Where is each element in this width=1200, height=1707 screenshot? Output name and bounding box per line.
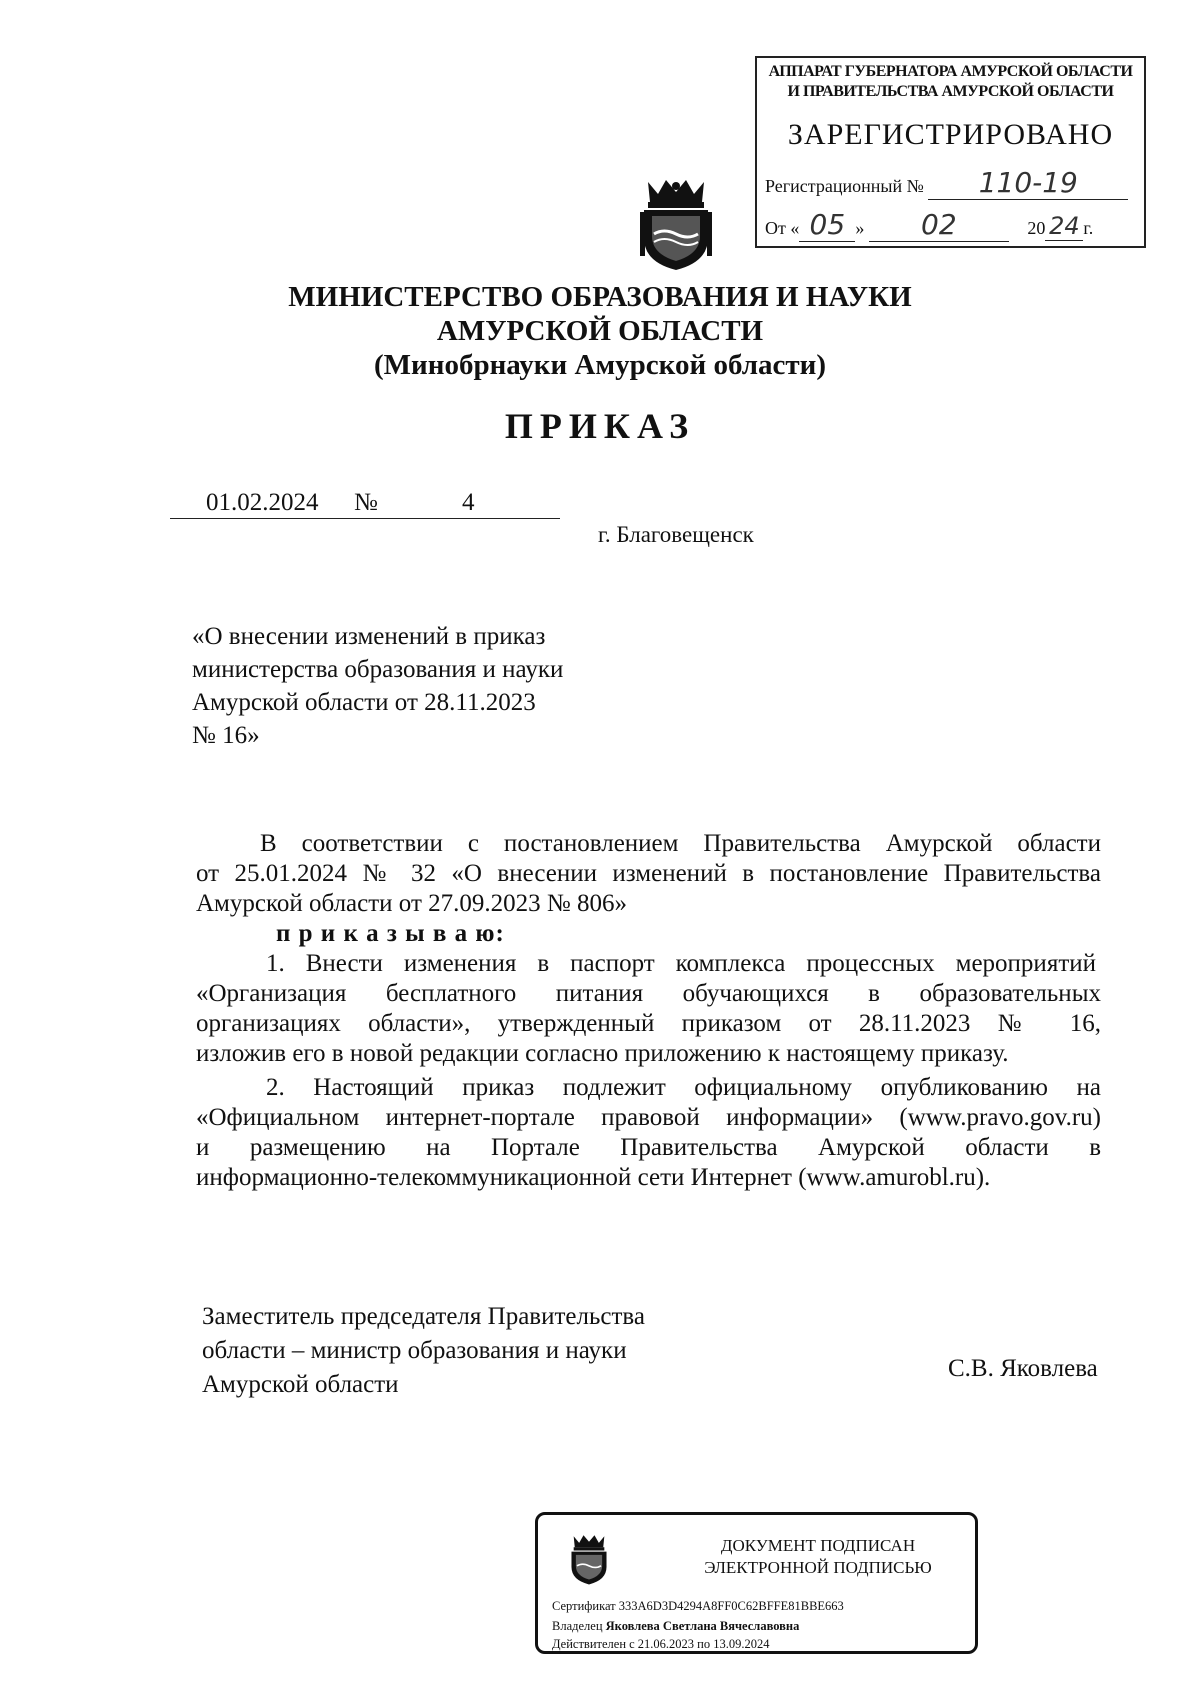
p1-line2: от 25.01.2024 № 32 «О внесении изменений в постановление Правительства	[196, 860, 1101, 887]
p3-line4: информационно-телекоммуникационной сети Интернет (www.amurobl.ru).	[196, 1164, 991, 1191]
esig-cert-value: 333A6D3D4294A8FF0C62BFFE81BBE663	[618, 1599, 844, 1613]
stamp-reg-number: 110-19	[928, 166, 1128, 200]
p3-line3: и размещению на Портале Правительства Амурской области в	[196, 1134, 1101, 1161]
stamp-org-line1: АППАРАТ ГУБЕРНАТОРА АМУРСКОЙ ОБЛАСТИ	[768, 63, 1133, 80]
order-body	[196, 829, 1101, 1193]
esig-owner-value: Яковлева Светлана Вячеславовна	[605, 1619, 800, 1633]
signatory-position	[202, 1300, 645, 1402]
position-line3: Амурской области	[202, 1371, 399, 1398]
date-underline	[245, 518, 479, 519]
document-type: ПРИКАЗ	[504, 406, 696, 446]
stamp-date-label: От «	[765, 218, 800, 238]
esig-cert-label: Сертификат	[552, 1599, 616, 1613]
registration-stamp	[755, 56, 1146, 248]
position-line2: области – министр образования и науки	[202, 1337, 627, 1364]
stamp-day: 05	[799, 208, 855, 242]
p3-line1: 2. Настоящий приказ подлежит официальному опубликованию на	[266, 1074, 1101, 1101]
stamp-title: ЗАРЕГИСТРИРОВАНО	[787, 118, 1114, 151]
order-number: 4	[462, 489, 475, 516]
stamp-org-line2: И ПРАВИТЕЛЬСТВА АМУРСКОЙ ОБЛАСТИ	[787, 83, 1114, 100]
subject-line2: министерства образования и науки	[192, 656, 564, 683]
p2-line1: 1. Внести изменения в паспорт комплекса процессных мероприятий	[266, 950, 1096, 977]
order-date-number-row	[170, 488, 560, 519]
p1-line1: В соответствии с постановлением Правительства Амурской области	[260, 830, 1101, 857]
order-date: 01.02.2024	[206, 489, 319, 516]
order-number-label: №	[354, 489, 378, 516]
coat-of-arms-icon	[636, 176, 716, 271]
stamp-year-suffix: 24	[1045, 212, 1083, 241]
stamp-year-prefix: 20	[1027, 218, 1046, 238]
esig-validity: Действителен с 21.06.2023 по 13.09.2024	[552, 1637, 770, 1651]
directive: п р и к а з ы в а ю:	[276, 920, 505, 947]
coat-of-arms-icon	[566, 1533, 612, 1585]
ministry-name-line1: МИНИСТЕРСТВО ОБРАЗОВАНИЯ И НАУКИ	[288, 281, 912, 313]
esig-certificate	[552, 1599, 844, 1614]
order-city: г. Благовещенск	[598, 522, 754, 547]
ministry-name-line2: АМУРСКОЙ ОБЛАСТИ	[436, 315, 764, 347]
stamp-date-row	[765, 208, 1143, 242]
p2-line3: организациях области», утвержденный приказом от 28.11.2023 № 16,	[196, 1010, 1101, 1037]
p1-line3: Амурской области от 27.09.2023 № 806»	[196, 890, 627, 917]
stamp-year-end: г.	[1083, 218, 1094, 238]
p2-line4: изложив его в новой редакции согласно приложению к настоящему приказу.	[196, 1040, 1009, 1067]
subject-line4: № 16»	[192, 722, 260, 749]
esig-owner-label: Владелец	[552, 1619, 603, 1633]
position-line1: Заместитель председателя Правительства	[202, 1303, 645, 1330]
p2-line2: «Организация бесплатного питания обучающихся в образовательных	[196, 980, 1101, 1007]
esig-line2: ЭЛЕКТРОННОЙ ПОДПИСЬЮ	[704, 1558, 932, 1577]
stamp-reg-label: Регистрационный №	[765, 176, 924, 196]
ministry-short-name: (Минобрнауки Амурской области)	[374, 349, 826, 381]
order-subject	[192, 620, 563, 752]
esig-line1: ДОКУМЕНТ ПОДПИСАН	[720, 1536, 916, 1555]
subject-line1: «О внесении изменений в приказ	[192, 623, 546, 650]
esig-owner	[552, 1619, 799, 1634]
signatory-name: С.В. Яковлева	[948, 1355, 1098, 1382]
stamp-month: 02	[869, 208, 1009, 242]
electronic-signature-stamp	[535, 1512, 978, 1654]
stamp-date-mid: »	[855, 218, 865, 238]
p3-line2: «Официальном интернет-портале правовой информации» (www.pravo.gov.ru)	[196, 1104, 1101, 1131]
stamp-reg-row	[765, 166, 1128, 200]
subject-line3: Амурской области от 28.11.2023	[192, 689, 536, 716]
